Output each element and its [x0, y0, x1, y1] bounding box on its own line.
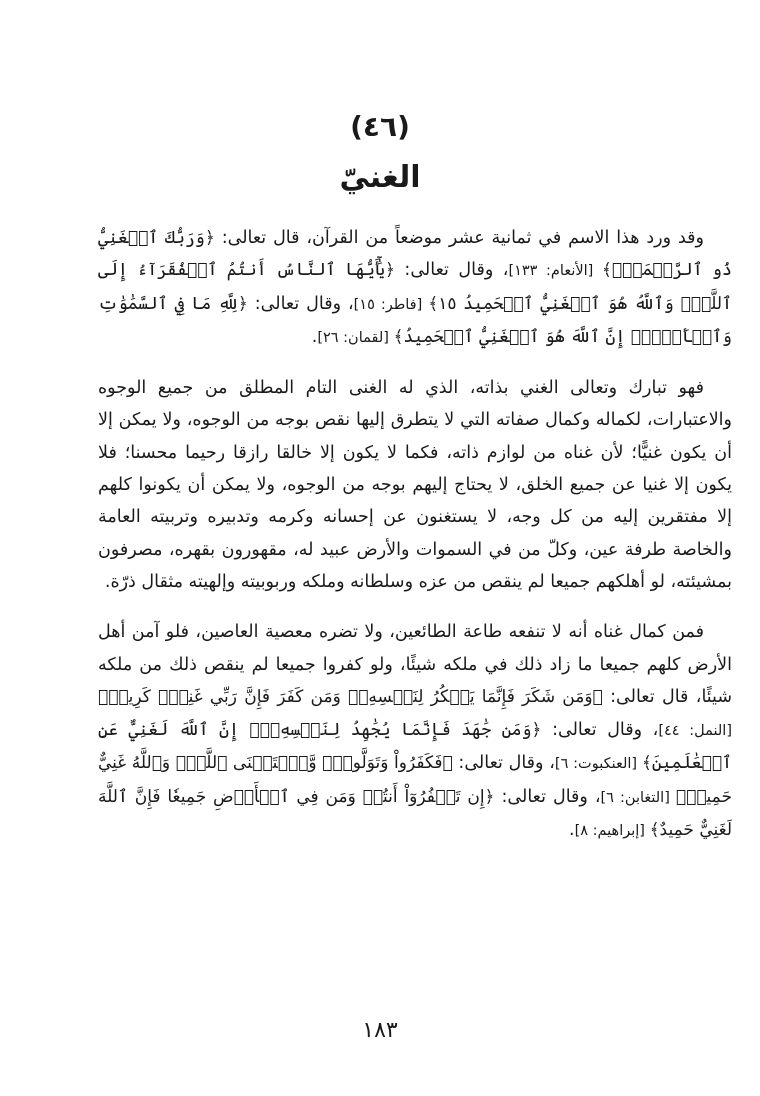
paragraph-explanation — [98, 372, 732, 598]
verse-reference: [فاطر: ١٥] — [353, 296, 429, 313]
paragraph-intro — [98, 222, 732, 354]
verse-reference: [الأنعام: ١٣٣] — [508, 263, 602, 280]
text-segment: . — [311, 326, 318, 347]
text-segment: فمن كمال غناه أنه لا تنفعه طاعة الطائعين، ولا تضره معصية العاصين، فلو آمن أهل الأرض كلهم جميعا ما زاد ذلك في ملكه شيئًا، ولو كفروا جميعا لم ينقص ذلك من ملكه شيئًا، قال تعالى: — [98, 622, 733, 707]
quran-verse: ﴿لِلَّهِ مَا فِي ٱلسَّمَٰوَٰتِ وَٱلۡأَرۡضِۚ إِنَّ ٱللَّهَ هُوَ ٱلۡغَنِيُّ ٱلۡحَمِيدُ﴾ — [98, 293, 732, 347]
quran-verse: ﴿وَمَن جَٰهَدَ فَإِنَّمَا يُجَٰهِدُ لِنَفۡسِهِۦٓۚ إِنَّ ٱللَّهَ لَغَنِيٌّ عَنِ ٱلۡعَٰلَمِينَ﴾ — [98, 720, 732, 774]
text-segment: فهو تبارك وتعالى الغني بذاته، الذي له الغنى التام المطلق من جميع الوجوه والاعتبارات، لكماله وكمال صفاته التي لا يتطرق إليها نقص بوجه من الوجوه، ولا يمكن إلا أن يكون غنيًّا؛ لأن غناه من لوازم ذاته، فكما لا يكون إلا خالقا رازقا رحيما محسنا؛ فلا يكون إلا غنيا عن جميع الخلق، لا يحتاج إليهم بوجه من الوجوه، ولا يمكن أن يكونوا كلهم إلا مفتقرين إليه من كل وجه، لا يستغنون عن إحسانه وكرمه وتدبيره وتربيته العامة والخاصة طرفة عين، وكلّ من في السموات والأرض عبيد له، مقهورون بقهره، مصرفون بمشيئته، لو أهلكهم جميعا لم ينقص من عزه وسلطانه وملكه وربوبيته وإلهيته مثقال ذرّة. — [98, 378, 732, 592]
verse-reference: [إبراهيم: ٨] — [574, 823, 650, 840]
quran-verse: ﴿إِن تَكۡفُرُوٓاْ أَنتُمۡ وَمَن فِي ٱلۡأَرۡضِ جَمِيعٗا فَإِنَّ ٱللَّهَ لَغَنِيٌّ حَمِيدٌ﴾ — [98, 786, 732, 841]
verse-reference: [لقمان: ٢٦] — [317, 329, 394, 346]
paragraph-perfection — [98, 616, 732, 847]
quran-verse: ﴿وَمَن شَكَرَ فَإِنَّمَا يَشۡكُرُ لِنَفۡسِهِۦۖ وَمَن كَفَرَ فَإِنَّ رَبِّي غَنِيّٞ كَرِيمٞ﴾ — [98, 686, 603, 707]
text-segment: ، وقال تعالى: — [394, 260, 509, 281]
text-segment: ، وقال تعالى: — [247, 293, 354, 314]
page-number: ١٨٣ — [362, 1018, 398, 1043]
quran-verse: ﴿يَٰٓأَيُّهَا ٱلنَّاسُ أَنتُمُ ٱلۡفُقَرَآءُ إِلَى ٱللَّهِۖ وَٱللَّهُ هُوَ ٱلۡغَنِيُّ ٱلۡحَمِيدُ ١٥﴾ — [98, 260, 732, 314]
text-segment: وقد ورد هذا الاسم في ثمانية عشر موضعاً من القرآن، قال تعالى: — [214, 228, 704, 248]
text-segment: . — [568, 820, 575, 841]
verse-reference: [النمل: ٤٤] — [658, 723, 732, 740]
verse-reference: [التغابن: ٦] — [600, 789, 676, 806]
text-segment: ، وقال تعالى: — [494, 786, 601, 807]
quran-verse: ﴿وَرَبُّكَ ٱلۡغَنِيُّ ذُو ٱلرَّحۡمَةِۚ﴾ — [98, 228, 732, 281]
verse-reference: [العنكبوت: ٦] — [554, 756, 642, 773]
body-text — [98, 222, 732, 865]
chapter-title: الغنيّ — [339, 160, 421, 195]
quran-verse: ﴿فَكَفَرُواْ وَتَوَلَّواْۖ وَّٱسۡتَغۡنَى ٱللَّهُۚ وَٱللَّهُ غَنِيٌّ حَمِيدٞ﴾ — [98, 753, 732, 807]
chapter-number: (٤٦) — [350, 110, 410, 143]
text-segment: ، وقال تعالى: — [452, 753, 555, 774]
text-segment: ، وقال تعالى: — [541, 720, 659, 741]
